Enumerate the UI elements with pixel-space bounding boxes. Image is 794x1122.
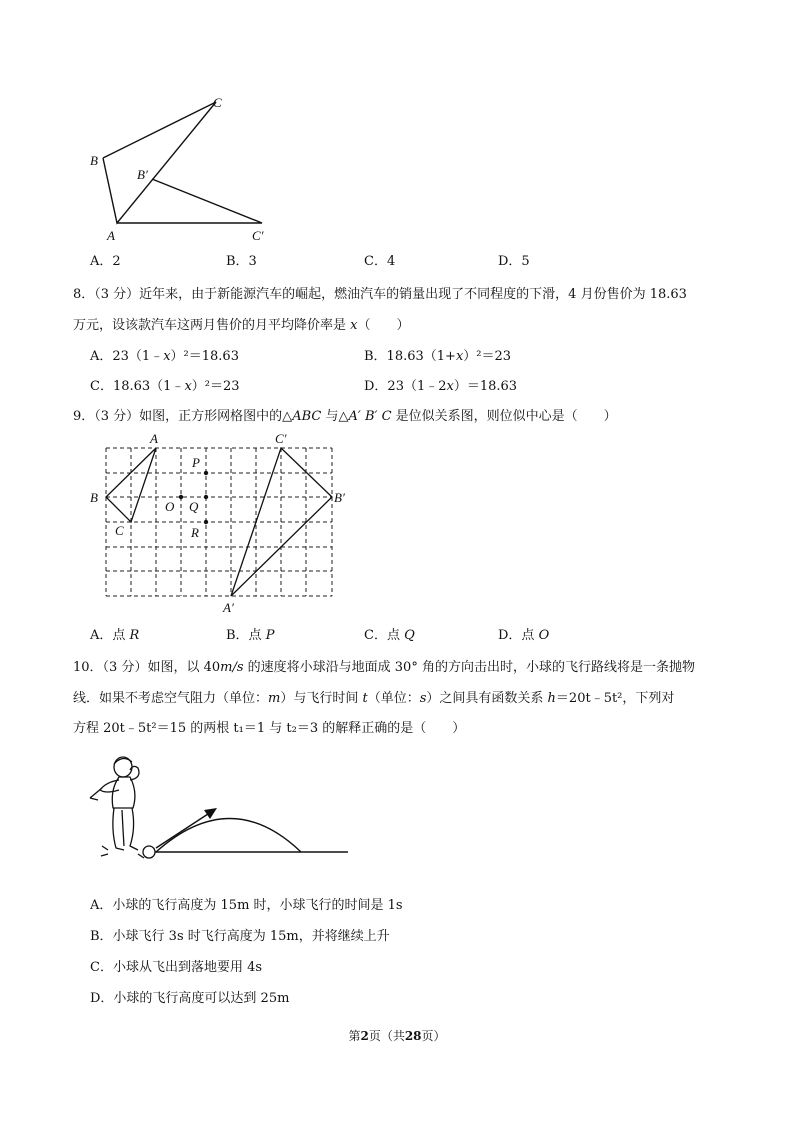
q8-b-post: ）²＝23 bbox=[463, 349, 512, 364]
q10-l1b: 的速度将小球沿与地面成 30° 角的方向击出时，小球的飞行路线将是一条抛物 bbox=[243, 660, 695, 675]
q10-stem-line3: 方程 20t﹣5t²＝15 的两根 t₁＝1 与 t₂＝3 的解释正确的是（ ） bbox=[73, 721, 466, 736]
label-b: B bbox=[90, 153, 98, 168]
q10-l2c: （单位： bbox=[367, 691, 420, 706]
footer-page: 2 bbox=[360, 1029, 369, 1043]
q10-l2e: ＝20t﹣5t²，下列对 bbox=[555, 691, 675, 706]
label-a: A bbox=[107, 228, 115, 243]
point-p bbox=[204, 471, 208, 475]
q9-b-var: P bbox=[265, 628, 275, 643]
q8-var-x: x bbox=[350, 318, 358, 333]
q10-h: h bbox=[547, 691, 556, 706]
grid-label-aprime: A′ bbox=[223, 600, 234, 615]
golf-ball-icon bbox=[143, 846, 155, 858]
q10-t: t bbox=[362, 691, 368, 706]
q8-a-pre: A．23（1﹣ bbox=[90, 349, 164, 364]
q9-abc: ABC bbox=[292, 409, 322, 424]
point-o bbox=[179, 495, 183, 499]
q8-d-pre: D．23（1﹣2 bbox=[364, 379, 447, 394]
q7-option-a[interactable]: A．2 bbox=[90, 254, 121, 269]
q8-stem-line2 bbox=[73, 314, 410, 333]
label-c: C bbox=[213, 95, 222, 110]
grid-label-p: P bbox=[192, 455, 200, 470]
footer-total: 28 bbox=[404, 1029, 422, 1043]
q8-a-var: x bbox=[163, 349, 171, 364]
q8-a-post: ）²＝18.63 bbox=[170, 349, 239, 364]
grid-label-cprime: C′ bbox=[275, 431, 287, 446]
q8-line2-text: 万元，设该款汽车这两月售价的月平均降价率是 bbox=[73, 318, 351, 333]
q7-option-c[interactable]: C．4 bbox=[364, 254, 396, 269]
q9-option-b[interactable] bbox=[226, 624, 274, 643]
q9-d-var: O bbox=[538, 628, 550, 643]
grid-label-b: B bbox=[90, 490, 98, 505]
grid-label-o: O bbox=[165, 499, 175, 514]
grid-label-a: A bbox=[150, 431, 158, 446]
grid-label-bprime: B′ bbox=[334, 490, 345, 505]
q8-option-b[interactable] bbox=[364, 345, 511, 364]
q9-stem bbox=[73, 405, 617, 424]
q8-c-var: x bbox=[184, 379, 192, 394]
q9-grid-figure bbox=[88, 430, 358, 620]
q8-line2-paren: （ ） bbox=[357, 318, 410, 333]
ball-trajectory bbox=[156, 819, 301, 853]
q7-option-b[interactable]: B．3 bbox=[226, 254, 257, 269]
q8-c-pre: C．18.63（1﹣ bbox=[90, 379, 185, 394]
q9-d-pre: D．点 bbox=[498, 628, 539, 643]
q10-stem-line1 bbox=[73, 656, 695, 675]
launch-arrow bbox=[156, 812, 211, 848]
footer-mid: 页（共 bbox=[368, 1029, 405, 1043]
q7-figure-lines-2 bbox=[117, 179, 262, 223]
q9-c-pre: C．点 bbox=[364, 628, 405, 643]
q10-l2b: ）与飞行时间 bbox=[280, 691, 363, 706]
q9-apbpc: A′ B′ C bbox=[348, 409, 392, 424]
q8-option-d[interactable] bbox=[364, 375, 517, 394]
label-cprime: C′ bbox=[252, 228, 264, 243]
q9-a-var: R bbox=[129, 628, 140, 643]
arrow-head-icon bbox=[204, 808, 217, 819]
q10-l2d: ）之间具有函数关系 bbox=[426, 691, 548, 706]
label-bprime: B′ bbox=[137, 167, 148, 182]
page-footer bbox=[0, 1027, 794, 1044]
q10-unit: m/s bbox=[220, 660, 244, 675]
q10-stem-line2 bbox=[73, 687, 674, 706]
q8-b-var: x bbox=[455, 349, 464, 364]
q10-option-a[interactable]: A．小球的飞行高度为 15m 时，小球飞行的时间是 1s bbox=[90, 898, 403, 913]
q9-option-a[interactable] bbox=[90, 624, 139, 643]
q8-option-c[interactable] bbox=[90, 375, 240, 394]
q9-mid: 与△ bbox=[321, 409, 349, 424]
q9-pre: 9．（3 分）如图，正方形网格图中的△ bbox=[73, 409, 293, 424]
golfer-illustration bbox=[86, 750, 356, 880]
grid-label-c: C bbox=[115, 523, 124, 538]
point-q bbox=[204, 495, 208, 499]
q8-d-var: x bbox=[446, 379, 454, 394]
q9-option-d[interactable] bbox=[498, 624, 549, 643]
point-r bbox=[204, 520, 208, 524]
q10-option-c[interactable]: C．小球从飞出到落地要用 4s bbox=[90, 960, 263, 975]
q8-c-post: ）²＝23 bbox=[191, 379, 240, 394]
q8-stem-line1: 8．（3 分）近年来，由于新能源汽车的崛起，燃油汽车的销量出现了不同程度的下滑，4 月份售价为 18.63 bbox=[73, 287, 687, 302]
q7-figure bbox=[80, 92, 280, 247]
footer-pre: 第 bbox=[348, 1029, 361, 1043]
q10-m: m bbox=[268, 691, 281, 706]
q9-c-var: Q bbox=[404, 628, 415, 643]
q8-b-pre: B．18.63（1+ bbox=[364, 349, 456, 364]
q9-b-pre: B．点 bbox=[226, 628, 266, 643]
q7-option-d[interactable]: D．5 bbox=[498, 254, 530, 269]
q10-option-d[interactable]: D．小球的飞行高度可以达到 25m bbox=[90, 991, 290, 1006]
q10-s: s bbox=[419, 691, 427, 706]
q10-l1a: 10．（3 分）如图，以 40 bbox=[73, 660, 221, 675]
q9-post: 是位似关系图，则位似中心是（ ） bbox=[391, 409, 617, 424]
q8-option-a[interactable] bbox=[90, 345, 239, 364]
q10-l2a: 线．如果不考虑空气阻力（单位： bbox=[73, 691, 269, 706]
q8-d-post: ）＝18.63 bbox=[453, 379, 518, 394]
q9-dashed-grid bbox=[106, 448, 332, 596]
grid-label-q: Q bbox=[189, 499, 199, 514]
grid-label-r: R bbox=[191, 525, 199, 540]
q9-option-c[interactable] bbox=[364, 624, 415, 643]
q9-a-pre: A．点 bbox=[90, 628, 130, 643]
golfer-icon bbox=[90, 757, 144, 858]
footer-post: 页） bbox=[421, 1029, 446, 1043]
q7-figure-lines bbox=[103, 102, 216, 223]
q10-option-b[interactable]: B．小球飞行 3s 时飞行高度为 15m，并将继续上升 bbox=[90, 929, 390, 944]
